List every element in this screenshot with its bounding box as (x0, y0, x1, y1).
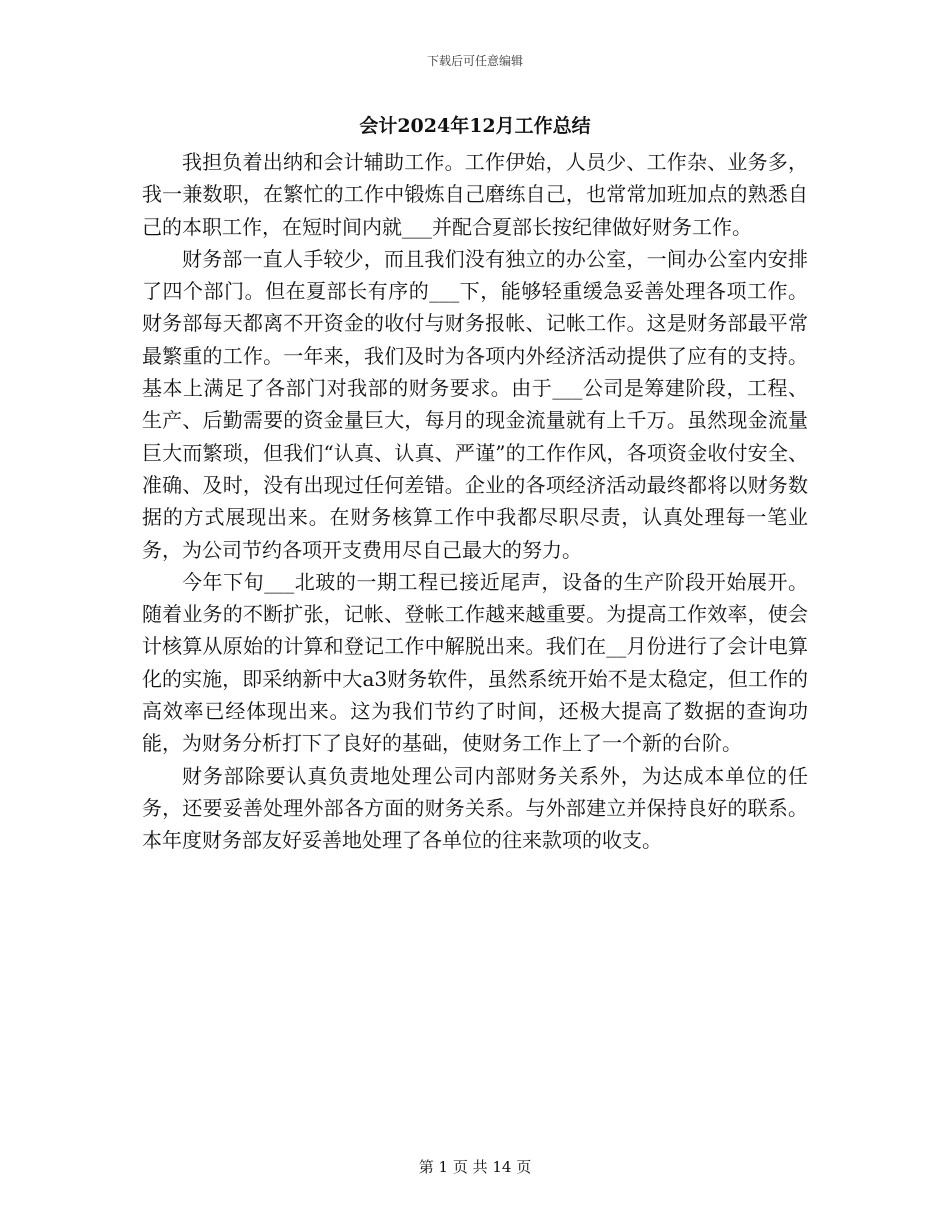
paragraph: 财务部除要认真负责地处理公司内部财务关系外，为达成本单位的任务，还要妥善处理外部各方面的财务关系。与外部建立并保持良好的联系。本年度财务部友好妥善地处理了各单位的往来款项的收支。 (142, 763, 808, 853)
paragraph: 我担负着出纳和会计辅助工作。工作伊始，人员少、工作杂、业务多，我一兼数职，在繁忙的工作中锻炼自己磨练自己，也常常加班加点的熟悉自己的本职工作，在短时间内就___并配合夏部长按纪律做好财务工作。 (142, 150, 808, 239)
document-title: 会计2024年12月工作总结 (359, 115, 591, 137)
paragraph: 今年下旬___北玻的一期工程已接近尾声，设备的生产阶段开始展开。随着业务的不断扩张，记帐、登帐工作越来越重要。为提高工作效率，使会计核算从原始的计算和登记工作中解脱出来。我们在__月份进行了会计电算化的实施，即采纳新中大a3财务软件，虽然系统开始不是太稳定，但工作的高效率已经体现出来。这为我们节约了时间，还极大提高了数据的查询功能，为财务分析打下了良好的基础，使财务工作上了一个新的台阶。 (142, 569, 808, 756)
paragraph: 财务部一直人手较少，而且我们没有独立的办公室，一间办公室内安排了四个部门。但在夏部长有序的___下，能够轻重缓急妥善处理各项工作。财务部每天都离不开资金的收付与财务报帐、记帐工作。这是财务部最平常最繁重的工作。一年来，我们及时为各项内外经济活动提供了应有的支持。基本上满足了各部门对我部的财务要求。由于___公司是筹建阶段，工程、生产、后勤需要的资金量巨大，每月的现金流量就有上千万。虽然现金流量巨大而繁琐，但我们“认真、认真、严谨”的工作作风，各项资金收付安全、准确、及时，没有出现过任何差错。企业的各项经济活动最终都将以财务数据的方式展现出来。在财务核算工作中我都尽职尽责，认真处理每一笔业务，为公司节约各项开支费用尽自己最大的努力。 (142, 246, 808, 562)
document-body (142, 146, 808, 857)
page-footer: 第 1 页 共 14 页 (418, 1158, 532, 1176)
page-header: 下载后可任意编辑 (426, 54, 523, 68)
